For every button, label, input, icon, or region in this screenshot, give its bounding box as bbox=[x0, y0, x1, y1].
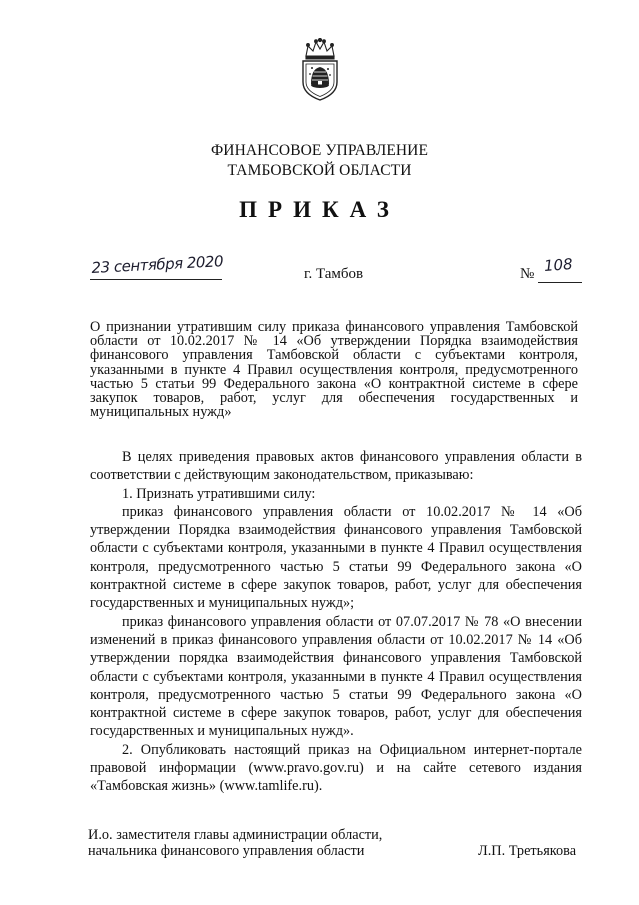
org-name-line1: ФИНАНСОВОЕ УПРАВЛЕНИЕ bbox=[210, 142, 429, 159]
coat-of-arms-icon bbox=[296, 38, 344, 102]
signatory-position-line2: начальника финансового управления области bbox=[88, 843, 365, 859]
signatory-position-line1: И.о. заместителя главы администрации области, bbox=[88, 827, 383, 843]
city-label: г. Тамбов bbox=[304, 266, 364, 282]
date-underline bbox=[90, 279, 222, 280]
item-1-order-b: приказ финансового управления области от 07.07.2017 № 78 «О внесении изменений в приказ финансового управления области от 10.02.2017 № 14 «Об утверждении порядка взаимодействия финансового управления Тамбовской области с субъектами контроля, указанными в пункте 4 Правил осуществления контроля, предусмотренного частью 5 статьи 99 Федерального закона «О контрактной системе в сфере закупок товаров, работ, услуг для обеспечения государственных и муниципальных нужд». bbox=[90, 613, 582, 740]
signatory-name: Л.П. Третьякова bbox=[478, 843, 577, 859]
item-1-order-a: приказ финансового управления области от 10.02.2017 № 14 «Об утверждении Порядка взаимодействия финансового управления Тамбовской области с субъектами контроля, указанными в пункте 4 Правил осуществления контроля, предусмотренного частью 5 статьи 99 Федерального закона «О контрактной системе в сфере закупок товаров, работ, услуг для обеспечения государственных и муниципальных нужд»; bbox=[90, 503, 582, 612]
order-body bbox=[90, 448, 582, 796]
item-1: 1. Признать утратившими силу: bbox=[122, 485, 316, 502]
item-2: 2. Опубликовать настоящий приказ на Официальном интернет-портале правовой информации (www.pravo.gov.ru) и на сайте сетевого издания «Тамбовская жизнь» (www.tamlife.ru). bbox=[90, 741, 582, 795]
org-name-line2: ТАМБОВСКОЙ ОБЛАСТИ bbox=[227, 162, 412, 179]
number-sign: № bbox=[520, 266, 535, 282]
handwritten-date: 23 сентября 2020 bbox=[91, 252, 224, 277]
intro-paragraph: В целях приведения правовых актов финансового управления области в соответствии с действующим законодательством, приказываю: bbox=[90, 449, 582, 484]
order-subject: О признании утратившим силу приказа финансового управления Тамбовской области от 10.02.2017 № 14 «Об утверждении Порядка взаимодействия финансового управления Тамбовской области с субъектами контроля, указанными в пункте 4 Правил осуществления контроля, предусмотренного частью 5 статьи 99 Федерального закона «О контрактной системе в сфере закупок товаров, работ, услуг для обеспечения государственных и муниципальных нужд» bbox=[90, 319, 578, 421]
signatory-position bbox=[88, 827, 382, 859]
handwritten-number: 108 bbox=[543, 255, 574, 275]
number-underline bbox=[538, 282, 582, 283]
document-type-title: ПРИКАЗ bbox=[239, 197, 400, 222]
